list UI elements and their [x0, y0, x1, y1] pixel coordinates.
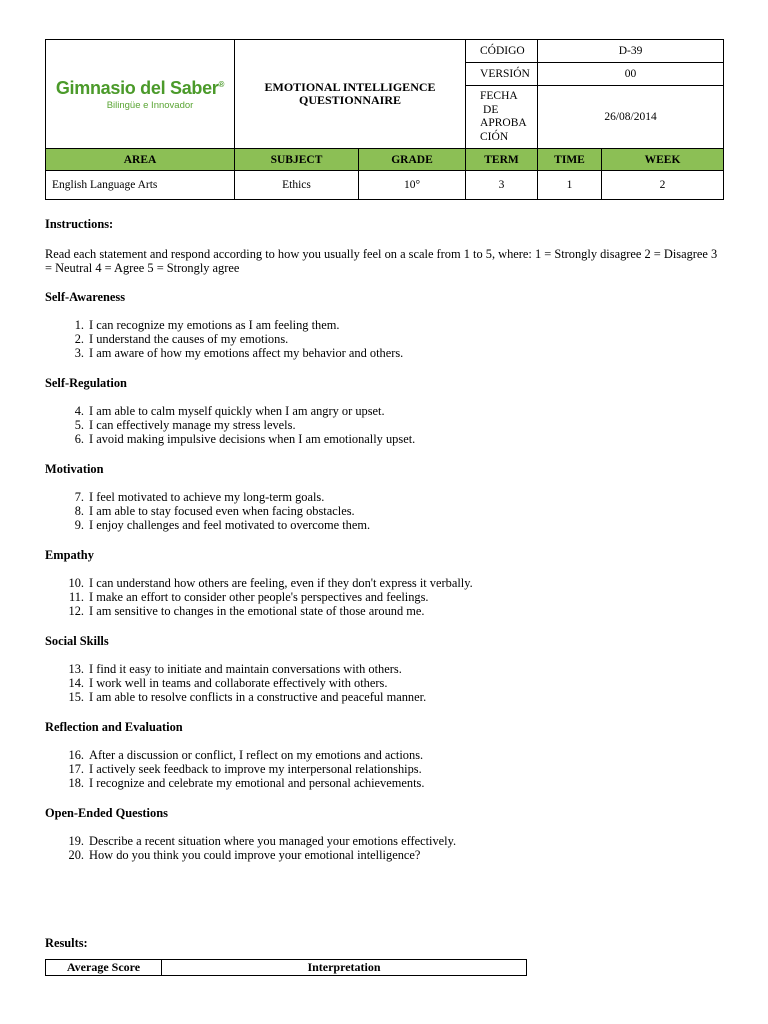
- section-heading: Self-Awareness: [45, 290, 126, 304]
- info-header-row: [46, 149, 724, 171]
- logo-tagline: Bilingüe e Innovador: [106, 99, 194, 111]
- results-table: [45, 959, 527, 976]
- area-value: English Language Arts: [46, 171, 235, 200]
- time-value: 1: [538, 171, 602, 200]
- list-item: 14. I work well in teams and collaborate effectively with others.: [68, 676, 388, 690]
- codigo-label: CÓDIGO: [466, 40, 538, 63]
- approval-label-line: CIÓN: [480, 130, 509, 143]
- list-item: 13. I find it easy to initiate and maintain conversations with others.: [68, 662, 402, 676]
- list-item: 2. I understand the causes of my emotions.: [74, 332, 289, 346]
- registered-mark: ®: [218, 79, 225, 89]
- list-item: 20. How do you think you could improve your emotional intelligence?: [68, 848, 421, 862]
- section-heading: Motivation: [45, 462, 104, 476]
- list-item: 5. I can effectively manage my stress levels.: [74, 418, 296, 432]
- section-heading: Empathy: [45, 548, 94, 562]
- document-title-cell: [235, 40, 466, 149]
- approval-label-line: FECHA: [480, 90, 518, 103]
- version-label: VERSIÓN: [466, 63, 538, 86]
- approval-label-line: APROBA: [480, 117, 527, 130]
- question-list: [45, 662, 426, 704]
- list-item: 15. I am able to resolve conflicts in a constructive and peaceful manner.: [68, 690, 427, 704]
- list-item: 19. Describe a recent situation where you managed your emotions effectively.: [68, 834, 457, 848]
- col-area: AREA: [46, 149, 235, 171]
- approval-date-value: 26/08/2014: [538, 86, 724, 149]
- list-item: 4. I am able to calm myself quickly when I am angry or upset.: [74, 404, 385, 418]
- question-list: [45, 576, 473, 618]
- subject-value: Ethics: [235, 171, 359, 200]
- col-term: TERM: [466, 149, 538, 171]
- results-heading: Results:: [45, 936, 88, 950]
- question-list: [45, 490, 370, 532]
- list-item: 1. I can recognize my emotions as I am feeling them.: [74, 318, 340, 332]
- list-item: 11. I make an effort to consider other people's perspectives and feelings.: [68, 590, 429, 604]
- section-heading: Reflection and Evaluation: [45, 720, 183, 734]
- list-item: 17. I actively seek feedback to improve my interpersonal relationships.: [68, 762, 422, 776]
- list-item: 12. I am sensitive to changes in the emotional state of those around me.: [68, 604, 425, 618]
- approval-label-line: DE: [483, 103, 499, 116]
- section-heading: Self-Regulation: [45, 376, 127, 390]
- term-value: 3: [466, 171, 538, 200]
- document-header-table: [45, 39, 724, 200]
- col-time: TIME: [538, 149, 602, 171]
- interpretation-header: Interpretation: [162, 960, 527, 976]
- document-title: [235, 81, 465, 107]
- list-item: 3. I am aware of how my emotions affect my behavior and others.: [74, 346, 404, 360]
- question-list: [45, 318, 403, 360]
- col-grade: GRADE: [359, 149, 466, 171]
- title-line-1: EMOTIONAL INTELLIGENCE: [264, 80, 436, 94]
- question-list: [45, 404, 415, 446]
- section-heading: Open-Ended Questions: [45, 806, 168, 820]
- week-value: 2: [602, 171, 724, 200]
- grade-value: 10°: [359, 171, 466, 200]
- question-list: [45, 834, 456, 862]
- school-logo: [46, 78, 234, 111]
- instructions-text: Read each statement and respond according to how you usually feel on a scale from 1 to 5, where: 1 = Strongly disagree 2 = Disagree 3 = Neutral 4 = Agree 5 = Strongly agree: [45, 247, 718, 275]
- list-item: 10. I can understand how others are feeling, even if they don't express it verbally.: [68, 576, 473, 590]
- instructions-heading: Instructions:: [45, 217, 114, 231]
- col-subject: SUBJECT: [235, 149, 359, 171]
- logo-cell: [46, 40, 235, 149]
- list-item: 18. I recognize and celebrate my emotional and personal achievements.: [68, 776, 425, 790]
- section-heading: Social Skills: [45, 634, 109, 648]
- title-line-2: QUESTIONNAIRE: [298, 93, 402, 107]
- info-values-row: [46, 171, 724, 200]
- list-item: 16. After a discussion or conflict, I reflect on my emotions and actions.: [68, 748, 424, 762]
- list-item: 7. I feel motivated to achieve my long-term goals.: [74, 490, 325, 504]
- version-value: 00: [538, 63, 724, 86]
- approval-date-label: [466, 86, 538, 149]
- list-item: 8. I am able to stay focused even when facing obstacles.: [74, 504, 355, 518]
- question-list: [45, 748, 424, 790]
- logo-name: Gimnasio del Saber: [55, 77, 219, 98]
- col-week: WEEK: [602, 149, 724, 171]
- average-score-header: Average Score: [46, 960, 162, 976]
- codigo-value: D-39: [538, 40, 724, 63]
- list-item: 6. I avoid making impulsive decisions when I am emotionally upset.: [74, 432, 416, 446]
- list-item: 9. I enjoy challenges and feel motivated to overcome them.: [74, 518, 371, 532]
